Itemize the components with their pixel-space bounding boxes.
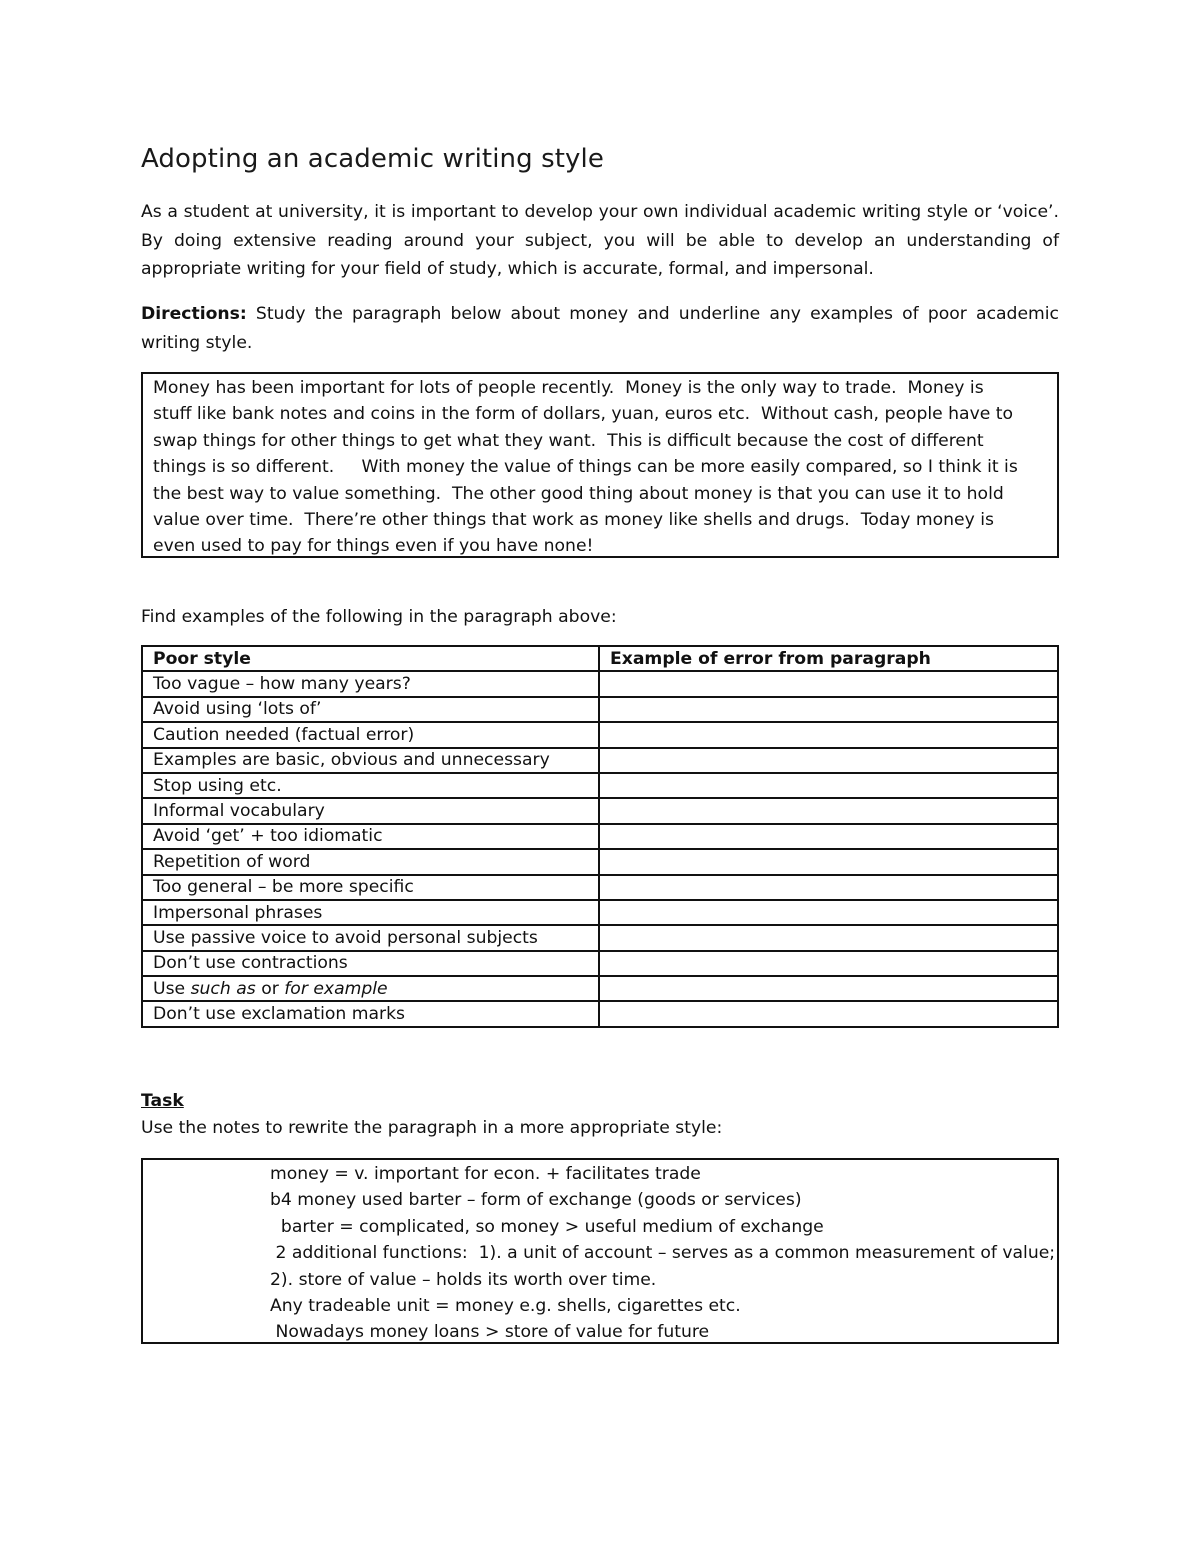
note-line: money = v. important for econ. + facilitates trade [270, 1164, 701, 1184]
table-row [142, 748, 1058, 773]
row-text: Use [153, 978, 191, 999]
table-row [142, 798, 1058, 823]
directions-paragraph [141, 300, 1059, 357]
note-line: b4 money used barter – form of exchange (goods or services) [270, 1190, 802, 1211]
poor-style-cell: Too vague – how many years? [142, 671, 599, 696]
example-answer-cell[interactable] [599, 824, 1058, 849]
note-line: 2 additional functions: 1). a unit of account – serves as a common measurement of value; [270, 1243, 1056, 1264]
sample-paragraph-line: even used to pay for things even if you have none! [153, 536, 594, 557]
poor-style-cell: Avoid ‘get’ + too idiomatic [142, 824, 599, 849]
table-row [142, 900, 1058, 925]
poor-style-cell: Avoid using ‘lots of’ [142, 697, 599, 722]
example-answer-cell[interactable] [599, 976, 1058, 1001]
sample-paragraph-line: Money has been important for lots of people recently. Money is the only way to trade. Money is [153, 378, 984, 398]
table-row [142, 697, 1058, 722]
find-prompt: Find examples of the following in the paragraph above: [141, 607, 617, 627]
example-answer-cell[interactable] [599, 900, 1058, 925]
poor-style-cell: Too general – be more specific [142, 875, 599, 900]
column-header-poor-style: Poor style [142, 646, 599, 671]
example-answer-cell[interactable] [599, 722, 1058, 747]
example-answer-cell[interactable] [599, 925, 1058, 950]
example-answer-cell[interactable] [599, 748, 1058, 773]
note-line: Nowadays money loans > store of value for future [270, 1322, 710, 1343]
example-answer-cell[interactable] [599, 697, 1058, 722]
table-row [142, 824, 1058, 849]
table-row [142, 875, 1058, 900]
table-row [142, 671, 1058, 696]
poor-style-cell: Caution needed (factual error) [142, 722, 599, 747]
row-italic-text: such as [190, 978, 256, 999]
poor-style-cell: Stop using etc. [142, 773, 599, 798]
directions-text: Study the paragraph below about money and underline any examples of poor academic writing style. [141, 304, 1059, 353]
example-answer-cell[interactable] [599, 798, 1058, 823]
note-line: barter = complicated, so money > useful medium of exchange [270, 1216, 824, 1237]
sample-paragraph-line: value over time. There’re other things that work as money like shells and drugs. Today money is [153, 510, 994, 531]
poor-style-cell: Repetition of word [142, 849, 599, 874]
row-italic-text: for example [284, 978, 388, 999]
table-row [142, 976, 1058, 1001]
poor-style-cell: Don’t use contractions [142, 951, 599, 976]
poor-style-cell: Use passive voice to avoid personal subjects [142, 925, 599, 950]
poor-style-cell: Impersonal phrases [142, 900, 599, 925]
page-title: Adopting an academic writing style [141, 144, 604, 174]
poor-style-table [141, 645, 1059, 1028]
example-answer-cell[interactable] [599, 951, 1058, 976]
table-row [142, 951, 1058, 976]
table-row [142, 722, 1058, 747]
notes-box [141, 1158, 1059, 1344]
poor-style-cell [142, 976, 599, 1001]
directions-label: Directions: [141, 304, 247, 324]
example-answer-cell[interactable] [599, 671, 1058, 696]
task-heading: Task [141, 1091, 184, 1111]
sample-paragraph-line: stuff like bank notes and coins in the form of dollars, yuan, euros etc. Without cash, people have to [153, 404, 1014, 425]
sample-paragraph-line: things is so different. With money the value of things can be more easily compared, so I think it is [153, 457, 1018, 478]
example-answer-cell[interactable] [599, 773, 1058, 798]
table-row [142, 849, 1058, 874]
example-answer-cell[interactable] [599, 1001, 1058, 1026]
table-header-row [142, 646, 1058, 671]
table-row [142, 773, 1058, 798]
sample-paragraph-box [141, 372, 1059, 558]
task-instructions: Use the notes to rewrite the paragraph in a more appropriate style: [141, 1118, 723, 1138]
poor-style-cell: Informal vocabulary [142, 798, 599, 823]
row-text: or [255, 978, 285, 999]
note-line: Any tradeable unit = money e.g. shells, cigarettes etc. [270, 1296, 741, 1317]
table-row [142, 1001, 1058, 1026]
table-row [142, 925, 1058, 950]
example-answer-cell[interactable] [599, 875, 1058, 900]
poor-style-cell: Examples are basic, obvious and unnecessary [142, 748, 599, 773]
column-header-example: Example of error from paragraph [599, 646, 1058, 671]
intro-paragraph: As a student at university, it is important to develop your own individual academic writing style or ‘voice’. By doing extensive reading around your subject, you will be able to develop an understanding of appropriate writing for your field of study, which is accurate, formal, and impersonal. [141, 202, 1059, 279]
sample-paragraph-line: the best way to value something. The other good thing about money is that you can use it to hold [153, 483, 1004, 504]
poor-style-cell: Don’t use exclamation marks [142, 1001, 599, 1026]
note-line: 2). store of value – holds its worth over time. [270, 1269, 657, 1290]
sample-paragraph-line: swap things for other things to get what they want. This is difficult because the cost of different [153, 430, 984, 451]
example-answer-cell[interactable] [599, 849, 1058, 874]
